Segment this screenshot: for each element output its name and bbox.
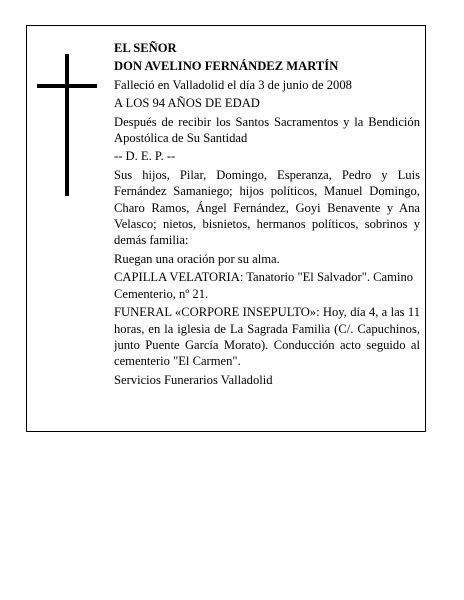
- deceased-name: DON AVELINO FERNÁNDEZ MARTÍN: [114, 59, 339, 74]
- notice-text: [114, 40, 420, 390]
- family-text: Sus hijos, Pilar, Domingo, Esperanza, Pedro y Luis Fernández Samaniego; hijos políticos, Manuel Domingo, Charo Ramos, Ángel Fernández, Goyi Benavente y Ana Velasco; nietos, bisnietos, hermanos políticos, sobrinos y demás familia:: [114, 167, 420, 248]
- title: EL SEÑOR: [114, 41, 177, 55]
- sacraments-text: Después de recibir los Santos Sacramentos y la Bendición Apostólica de Su Santidad: [114, 114, 420, 146]
- chapel-text: CAPILLA VELATORIA: Tanatorio "El Salvador". Camino Cementerio, nº 21.: [114, 270, 414, 301]
- funeral-services-text: Servicios Funerarios Valladolid: [114, 372, 273, 387]
- funeral-text: FUNERAL «CORPORE INSEPULTO»: Hoy, día 4, a las 11 horas, en la iglesia de La Sagrada Familia (C/. Capuchinos, junto Puente García Morato). Conducción acto seguido al cementerio "El Carmen".: [114, 305, 420, 369]
- cross-horizontal-bar: [37, 84, 97, 88]
- age-info: A LOS 94 AÑOS DE EDAD: [114, 96, 260, 111]
- dep-text: -- D. E. P. --: [114, 149, 176, 164]
- cross-vertical-bar: [65, 54, 69, 196]
- death-info: Falleció en Valladolid el día 3 de junio de 2008: [114, 77, 352, 92]
- prayer-text: Ruegan una oración por su alma.: [114, 251, 280, 266]
